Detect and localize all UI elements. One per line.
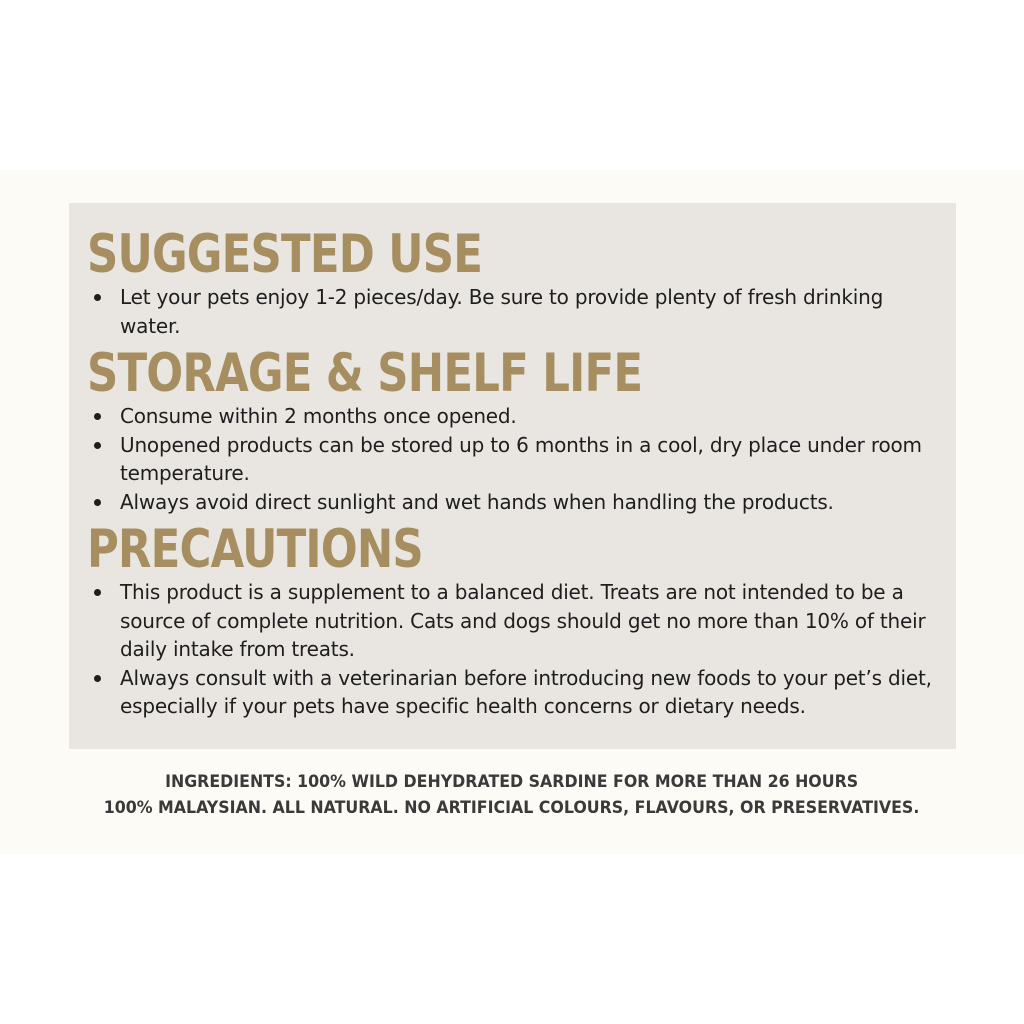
- list-item: Always avoid direct sunlight and wet hands when handling the products.: [87, 488, 942, 517]
- list-item: Unopened products can be stored up to 6 months in a cool, dry place under room temperature.: [87, 431, 942, 488]
- claims-line: [0, 795, 1024, 821]
- list-item: Always consult with a veterinarian before introducing new foods to your pet’s diet, especially if your pets have specific health concerns or dietary needs.: [87, 664, 942, 721]
- precautions-heading: PRECAUTIONS: [87, 519, 423, 580]
- list-item: Consume within 2 months once opened.: [87, 402, 942, 431]
- ingredients-text: INGREDIENTS: 100% WILD DEHYDRATED SARDINE FOR MORE THAN 26 HOURS: [165, 772, 859, 792]
- storage-heading: STORAGE & SHELF LIFE: [87, 343, 643, 404]
- claims-text: 100% MALAYSIAN. ALL NATURAL. NO ARTIFICIAL COLOURS, FLAVOURS, OR PRESERVATIVES.: [104, 798, 920, 818]
- list-item: This product is a supplement to a balanced diet. Treats are not intended to be a source of complete nutrition. Cats and dogs should get no more than 10% of their daily intake from treats.: [87, 578, 942, 664]
- list-item: Let your pets enjoy 1-2 pieces/day. Be sure to provide plenty of fresh drinking water.: [87, 283, 942, 340]
- suggested-use-list: [87, 283, 942, 340]
- suggested-use-heading: SUGGESTED USE: [87, 224, 483, 285]
- ingredients-line: [0, 769, 1024, 795]
- storage-list: [87, 402, 942, 516]
- precautions-list: [87, 578, 942, 721]
- info-panel: [69, 203, 956, 749]
